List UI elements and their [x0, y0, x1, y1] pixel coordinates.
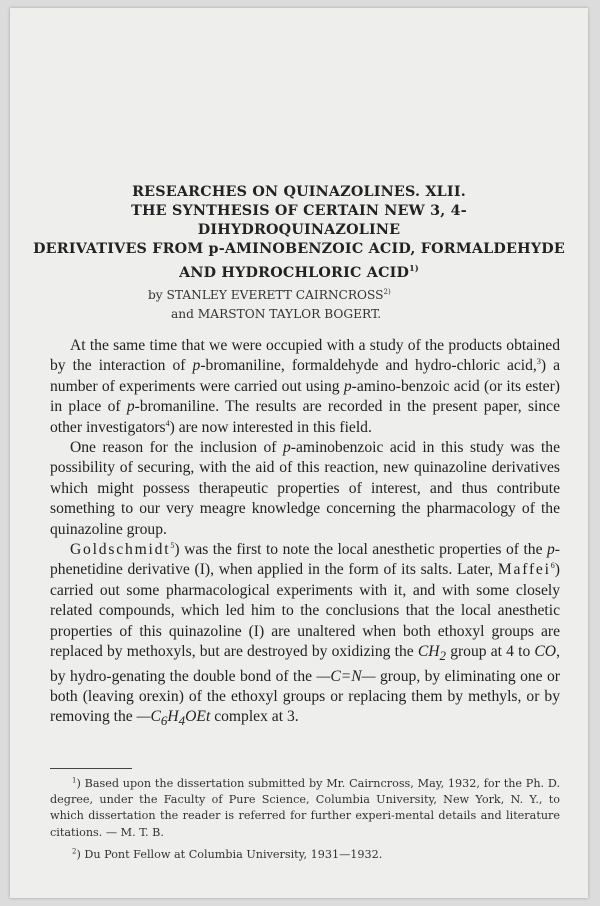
- text-run: by STANLEY EVERETT CAIRNCROSS: [148, 288, 384, 303]
- footnote-2: [50, 847, 560, 863]
- formula-c-n: —C=N—: [316, 667, 376, 685]
- text-run: -bromaniline, formaldehyde and hydro-chloric acid,: [200, 357, 537, 375]
- title-line-1: RESEARCHES ON QUINAZOLINES. XLII.: [132, 184, 466, 200]
- text-run: p: [282, 439, 291, 457]
- article-body: [50, 336, 560, 732]
- paragraph-1: [50, 336, 560, 438]
- text-run: 6: [160, 713, 168, 729]
- text-run: ) carried out some pharmacological experiments with it, and with some closely related compounds, which led him to the conclusions that the local anesthetic properties of this quinazoline (I) are unaltered when both ethoxyl groups are replaced by methoxyls, but are destroyed by oxidizing the: [50, 561, 560, 661]
- author-line-2: and MARSTON TAYLOR BOGERT.: [171, 307, 382, 321]
- text-run: —C: [136, 708, 161, 726]
- text-run: -phenetidine derivative (I), when applied in the form of its salts. Later,: [50, 541, 560, 579]
- formula-c6h4oet: [136, 708, 211, 729]
- text-run: 5: [170, 540, 175, 550]
- author-name-goldschmidt: Goldschmidt: [70, 541, 171, 559]
- title-line-2: THE SYNTHESIS OF CERTAIN NEW 3, 4-DIHYDROQUINAZOLINE: [131, 203, 467, 238]
- text-run: 2: [439, 648, 447, 664]
- title-line-3: DERIVATIVES FROM p-AMINOBENZOIC ACID, FORMALDEHYDE: [33, 241, 565, 257]
- text-run: 1: [72, 776, 77, 785]
- text-run: 2: [72, 847, 77, 856]
- text-run: ) are now interested in this field.: [169, 418, 372, 436]
- text-run: p: [126, 398, 135, 416]
- title-line-4: [30, 259, 568, 283]
- text-run: 4: [178, 713, 186, 729]
- text-run: , by hydro-genating the double bond of the: [50, 643, 560, 685]
- paragraph-3: [50, 540, 560, 732]
- paper-page: [10, 8, 588, 898]
- text-run: p: [547, 541, 555, 559]
- author-line-1: [148, 288, 391, 302]
- footnote-rule: [50, 768, 132, 769]
- text-run: -bromaniline. The results are recorded in the present paper, since other investigators: [50, 398, 560, 436]
- text-run: 4: [165, 418, 170, 428]
- text-run: complex at 3.: [210, 708, 299, 726]
- text-run: ) Du Pont Fellow at Columbia University, 1931—1932.: [76, 847, 383, 861]
- article-title: [30, 183, 568, 283]
- text-run: AND HYDROCHLORIC ACID: [179, 264, 410, 281]
- text-run: ) a number of experiments were carried out using: [50, 357, 561, 395]
- text-run: CO: [534, 643, 557, 661]
- text-run: -aminobenzoic acid in this study was the possibility of securing, with the aid of this reaction, new quinazoline derivatives which might possess therapeutic properties of interest, and thus contribute something to our very meagre knowledge concerning the pharmacology of the quinazoline group.: [50, 439, 560, 538]
- formula-ch2: [417, 643, 447, 664]
- paragraph-2: [50, 438, 560, 540]
- text-run: OEt: [185, 708, 211, 726]
- text-run: 3: [536, 357, 541, 367]
- text-run: -amino-benzoic acid (or its ester) in place of: [50, 377, 560, 416]
- text-run: ) Based upon the dissertation submitted by Mr. Cairncross, May, 1932, for the Ph. D. degree, under the Faculty of Pure Science, Columbia University, New York, N. Y., to which dissertation the reader is referred for further experi-mental details and literature citations. — M. T. B.: [50, 777, 560, 839]
- text-run: p: [343, 377, 352, 395]
- text-run: H: [167, 708, 179, 726]
- title-footnote-marker: 1): [409, 263, 419, 273]
- text-run: ) was the first to note the local anesthetic properties of the: [174, 541, 547, 559]
- text-run: CH: [417, 643, 440, 661]
- footnotes: [50, 776, 560, 869]
- author-name-maffei: Maffei: [497, 561, 551, 579]
- text-run: 6: [550, 561, 555, 571]
- text-run: At the same time that we were occupied with a study of the products obtained by the interaction of: [50, 337, 560, 375]
- text-run: One reason for the inclusion of: [70, 439, 283, 457]
- text-run: group at 4 to: [446, 643, 535, 661]
- footnote-1: [50, 776, 560, 841]
- text-run: p: [192, 357, 201, 375]
- text-run: group, by eliminating one or both (leaving orexin) of the ethoxyl groups or replacing them by methyls, or by removing the: [50, 667, 560, 726]
- author-footnote-marker: 2): [383, 288, 391, 296]
